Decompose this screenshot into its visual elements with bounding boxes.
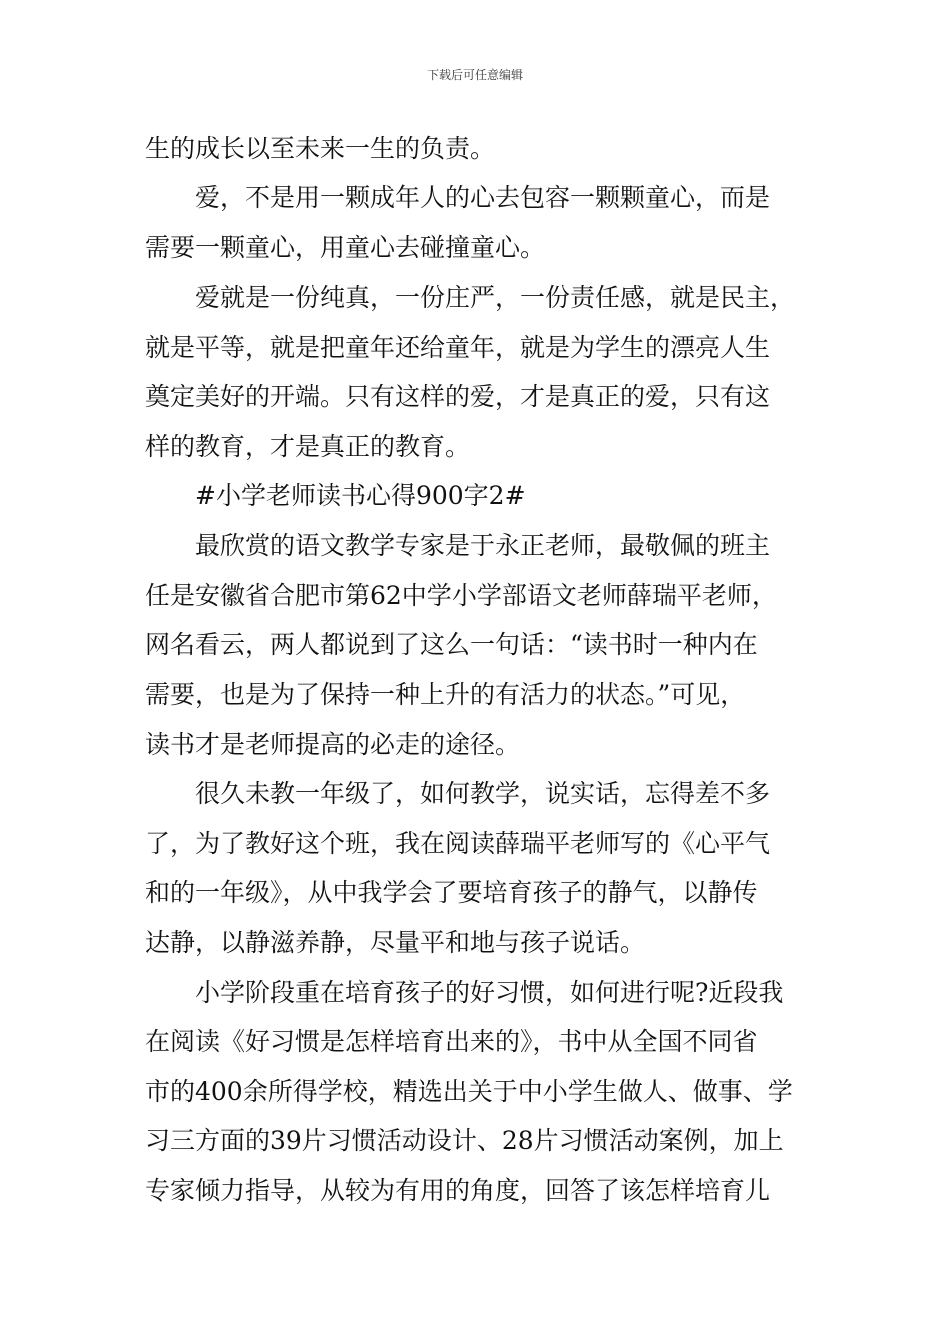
text-line: 样的教育，才是真正的教育。 <box>145 432 471 461</box>
section-heading: #小学老师读书心得900字2# <box>195 481 526 510</box>
text-line: 小学阶段重在培育孩子的好习惯，如何进行呢?近段我 <box>195 978 784 1007</box>
text-line: 习三方面的39片习惯活动设计、28片习惯活动案例，加上 <box>145 1126 784 1155</box>
text-line: 了，为了教好这个班，我在阅读薛瑞平老师写的《心平气 <box>145 829 771 858</box>
text-line: 任是安徽省合肥市第62中学小学部语文老师薛瑞平老师， <box>145 581 777 610</box>
text-line: 爱，不是用一颗成年人的心去包容一颗颗童心，而是 <box>195 183 771 212</box>
text-line: 需要，也是为了保持一种上升的有活力的状态。”可见， <box>145 680 746 709</box>
text-line: 很久未教一年级了，如何教学，说实话，忘得差不多 <box>195 779 771 808</box>
text-line: 就是平等，就是把童年还给童年，就是为学生的漂亮人生 <box>145 333 771 362</box>
text-line: 需要一颗童心，用童心去碰撞童心。 <box>145 233 546 262</box>
page-header: 下载后可任意编辑 <box>426 68 523 82</box>
text-line: 达静，以静滋养静，尽量平和地与孩子说话。 <box>145 928 646 957</box>
text-line: 市的400余所得学校，精选出关于中小学生做人、做事、学 <box>145 1077 793 1106</box>
text-line: 最欣赏的语文教学专家是于永正老师，最敬佩的班主 <box>195 531 771 560</box>
text-line: 生的成长以至未来一生的负责。 <box>145 134 496 163</box>
text-line: 读书才是老师提高的必走的途径。 <box>145 730 521 759</box>
text-line: 和的一年级》，从中我学会了要培育孩子的静气，以静传 <box>145 878 758 907</box>
text-line: 网名看云，两人都说到了这么一句话：“读书时一种内在 <box>145 630 758 659</box>
text-line: 奠定美好的开端。只有这样的爱，才是真正的爱，只有这 <box>145 382 771 411</box>
text-line: 专家倾力指导，从较为有用的角度，回答了该怎样培育儿 <box>145 1176 771 1205</box>
text-line: 爱就是一份纯真，一份庄严，一份责任感，就是民主， <box>195 283 796 312</box>
text-line: 在阅读《好习惯是怎样培育出来的》，书中从全国不同省 <box>145 1027 758 1056</box>
